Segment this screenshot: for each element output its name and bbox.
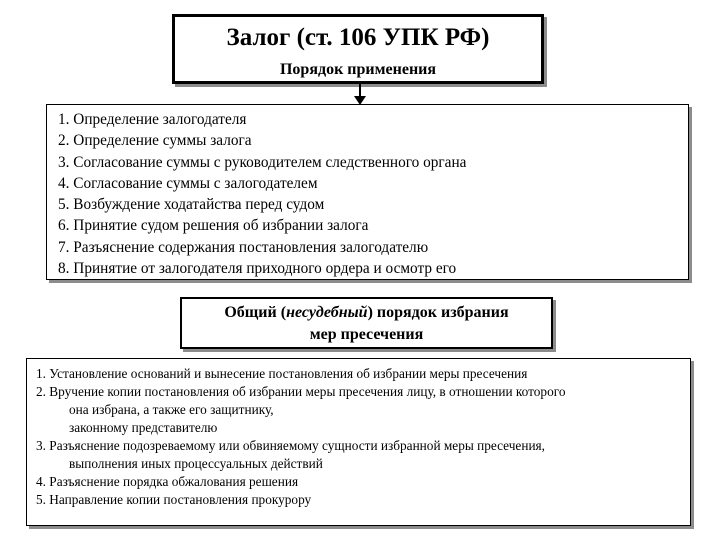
measure-item-continuation: законному представителю [69,420,218,435]
measure-item: 3. Разъяснение подозреваемому или обвиняемому сущности избранной меры пресечения, [36,438,546,453]
step-item: 5. Возбуждение ходатайства перед судом [58,196,325,214]
step-item: 6. Принятие судом решения об избрании залога [58,217,369,235]
step-item: 8. Принятие от залогодателя приходного ордера и осмотр его [58,260,457,278]
steps-box [46,104,689,280]
title-sub: Порядок применения [279,61,437,78]
measure-item-continuation: она избрана, а также его защитнику, [69,402,274,417]
measure-item: 4. Разъяснение порядка обжалования решения [36,474,299,489]
measure-item: 5. Направление копии постановления прокурору [36,492,312,507]
measure-item: 2. Вручение копии постановления об избрании меры пресечения лицу, в отношении которого [36,384,566,399]
step-item: 4. Согласование суммы с залогодателем [58,174,318,192]
measure-item: 1. Установление оснований и вынесение постановления об избрании меры пресечения [36,366,528,381]
title-box [172,14,544,84]
connector-arrow [350,84,370,106]
step-item: 2. Определение суммы залога [58,132,252,150]
measure-item-continuation: выполнения иных процессуальных действий [69,456,323,471]
measures-box [26,358,691,526]
general-procedure-box [180,297,553,349]
step-item: 1. Определение залогодателя [58,111,247,128]
general-heading-line1: Общий (несудебный) порядок избрания [224,304,509,321]
general-heading-line2: мер пресечения [309,326,424,343]
step-item: 7. Разъяснение содержания постановления залогодателю [58,238,429,256]
step-item: 3. Согласование суммы с руководителем следственного органа [58,153,467,171]
title-main: Залог (ст. 106 УПК РФ) [226,24,490,51]
